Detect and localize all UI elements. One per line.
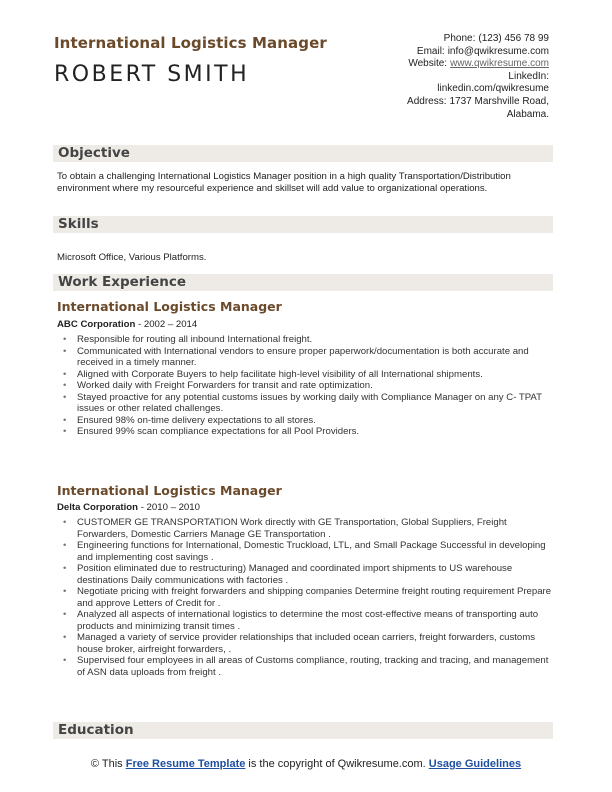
list-item [57, 540, 557, 563]
list-item [57, 334, 557, 346]
bullet-icon: • [63, 632, 67, 643]
footer-copyright [0, 757, 612, 771]
bullet-icon: • [63, 391, 67, 403]
list-item [57, 609, 557, 632]
job-bullets [57, 517, 557, 678]
website-label: Website: [408, 58, 448, 70]
linkedin-label: LinkedIn: [508, 70, 549, 82]
bullet-icon: • [63, 368, 67, 380]
free-resume-template-link[interactable]: Free Resume Template [125, 758, 246, 770]
section-objective-title: Objective [58, 145, 130, 161]
bullet-icon: • [63, 414, 67, 426]
list-item [57, 346, 557, 369]
section-work-experience-title: Work Experience [58, 274, 186, 290]
usage-guidelines-link[interactable]: Usage Guidelines [428, 758, 522, 770]
bullet-icon: • [63, 655, 67, 666]
bullet-icon: • [63, 334, 67, 345]
list-item [57, 563, 557, 586]
section-skills [53, 216, 553, 233]
contact-phone [379, 33, 549, 46]
email-label: Email: [416, 45, 445, 57]
section-education [53, 722, 553, 739]
bullet-text: Stayed proactive for any potential customs issues by working daily with Compliance Manager on any C- TPAT issues or other related challenges. [77, 391, 542, 414]
company-name: Delta Corporation [57, 502, 139, 513]
bullet-text: Engineering functions for International, Domestic Truckload, LTL, and Small Package Successful in developing and implementing cost savings . [77, 540, 546, 563]
bullet-text: Communicated with International vendors to ensure proper paperwork/documentation is both accurate and received in a timely manner. [77, 345, 529, 368]
skills-text: Microsoft Office, Various Platforms. [57, 252, 207, 263]
job-title: International Logistics Manager [57, 483, 282, 498]
contact-website [379, 58, 549, 71]
list-item [57, 415, 557, 427]
contact-email [379, 46, 549, 59]
header [54, 34, 327, 87]
bullet-text: CUSTOMER GE TRANSPORTATION Work directly with GE Transportation, Global Suppliers, Freight Forwarders, Domestic Carriers Manage GE Transportation . [77, 517, 507, 540]
bullet-text: Analyzed all aspects of international logistics to determine the most cost-effective means of transporting auto products and minimizing transit times . [77, 609, 539, 632]
person-name: ROBERT SMITH [54, 62, 250, 87]
list-item [57, 426, 557, 438]
list-item [57, 380, 557, 392]
bullet-text: Position eliminated due to restructuring) Managed and coordinated import shipments to US warehouse destinations Daily communications with factories . [77, 563, 513, 586]
section-education-title: Education [58, 722, 134, 738]
bullet-icon: • [63, 380, 67, 391]
list-item [57, 632, 557, 655]
bullet-text: Aligned with Corporate Buyers to help facilitate high-level visibility of all International shipments. [77, 368, 483, 380]
bullet-icon: • [63, 540, 67, 551]
job-dates: - 2010 – 2010 [138, 502, 200, 513]
bullet-text: Worked daily with Freight Forwarders for transit and rate optimization. [77, 380, 373, 391]
bullet-text: Responsible for routing all inbound International freight. [77, 334, 313, 345]
footer-middle: is the copyright of Qwikresume.com. [245, 758, 429, 770]
bullet-text: Managed a variety of service provider relationships that included ocean carriers, freight forwarders, customs house broker, airfreight forwarders, . [77, 632, 536, 655]
job-title: International Logistics Manager [57, 299, 282, 314]
section-work-experience [53, 274, 553, 291]
job-bullets [57, 334, 557, 438]
bullet-text: Ensured 99% scan compliance expectations for all Pool Providers. [77, 426, 360, 437]
list-item [57, 586, 557, 609]
bullet-icon: • [63, 563, 67, 574]
phone-label: Phone: [443, 33, 476, 44]
phone-value: (123) 456 78 99 [478, 33, 549, 44]
bullet-icon: • [63, 517, 67, 528]
bullet-icon: • [63, 609, 67, 620]
section-skills-title: Skills [58, 216, 99, 232]
job-company-line [57, 502, 200, 513]
address-value: 1737 Marshville Road, Alabama. [449, 95, 549, 120]
footer-prefix: © This [90, 758, 126, 770]
bullet-text: Ensured 98% on-time delivery expectations to all stores. [77, 414, 316, 426]
bullet-text: Supervised four employees in all areas of Customs compliance, routing, tracking and tracing, and management of ASN data uploads from freight . [77, 655, 549, 678]
contact-block [379, 33, 549, 121]
job-company-line [57, 319, 197, 330]
list-item [57, 655, 557, 678]
website-link[interactable]: www.qwikresume.com [450, 58, 549, 70]
section-objective [53, 145, 553, 162]
job-dates: - 2002 – 2014 [135, 319, 198, 330]
email-value: info@qwikresume.com [447, 45, 549, 57]
header-job-title: International Logistics Manager [54, 34, 327, 52]
bullet-icon: • [63, 345, 67, 357]
bullet-icon: • [63, 586, 67, 597]
list-item [57, 392, 557, 415]
bullet-icon: • [63, 426, 67, 437]
linkedin-value: linkedin.com/qwikresume [437, 83, 549, 95]
contact-address [379, 96, 549, 121]
address-label: Address: [407, 95, 447, 107]
bullet-text: Negotiate pricing with freight forwarders and shipping companies Determine freight routing requirement Prepare and approve Letters of Credit for . [77, 586, 552, 609]
list-item [57, 369, 557, 381]
list-item [57, 517, 557, 540]
objective-text: To obtain a challenging International Logistics Manager position in a high quality Transportation/Distribution environment where my resourceful experience and skillset will add value to organizational operations. [57, 171, 511, 194]
company-name: ABC Corporation [57, 319, 136, 330]
